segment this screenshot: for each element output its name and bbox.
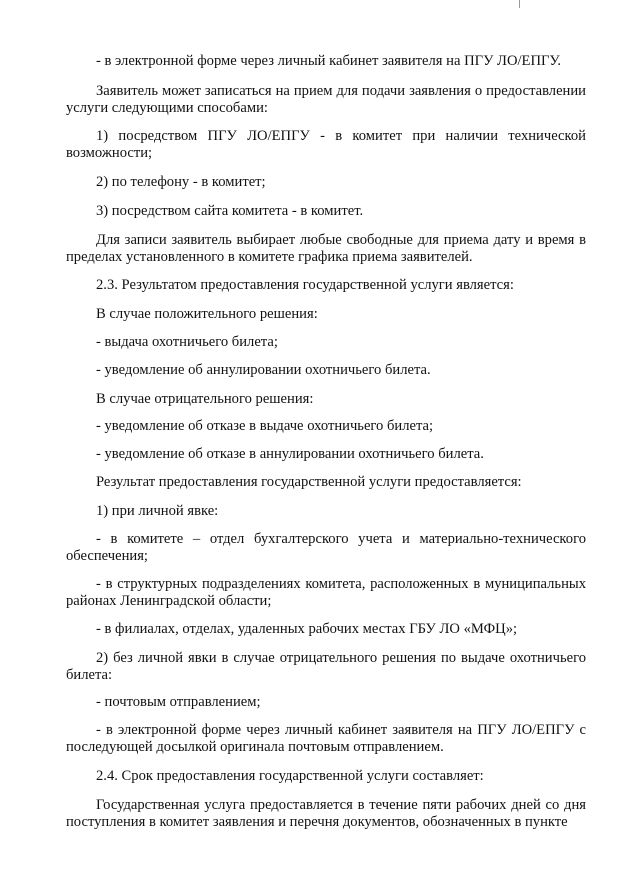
paragraph-19: 2) без личной явки в случае отрицательного решения по выдаче охотничьего билета: [66, 650, 586, 683]
paragraph-21: - в электронной форме через личный кабинет заявителя на ПГУ ЛО/ЕПГУ с последующей досылкой оригинала почтовым отправлением. [66, 722, 586, 755]
paragraph-4: 2) по телефону - в комитет; [96, 174, 266, 190]
paragraph-22: 2.4. Срок предоставления государственной услуги составляет: [96, 768, 484, 784]
paragraph-23: Государственная услуга предоставляется в течение пяти рабочих дней со дня поступления в комитет заявления и перечня документов, обозначенных в пункте [66, 797, 586, 830]
paragraph-8: В случае положительного решения: [96, 306, 318, 322]
paragraph-3: 1) посредством ПГУ ЛО/ЕПГУ - в комитет при наличии технической возможности; [66, 128, 586, 161]
paragraph-13: - уведомление об отказе в аннулировании охотничьего билета. [96, 446, 484, 462]
paragraph-7: 2.3. Результатом предоставления государственной услуги является: [96, 277, 514, 293]
paragraph-6: Для записи заявитель выбирает любые свободные для приема дату и время в пределах установленного в комитете графика приема заявителей. [66, 232, 586, 265]
paragraph-20: - почтовым отправлением; [96, 694, 261, 710]
paragraph-9: - выдача охотничьего билета; [96, 334, 278, 350]
paragraph-16: - в комитете – отдел бухгалтерского учета и материально-технического обеспечения; [66, 531, 586, 564]
paragraph-5: 3) посредством сайта комитета - в комитет. [96, 203, 364, 219]
paragraph-10: - уведомление об аннулировании охотничьего билета. [96, 362, 431, 378]
scan-edge-mark [519, 0, 520, 8]
paragraph-14: Результат предоставления государственной услуги предоставляется: [96, 474, 522, 490]
paragraph-2: Заявитель может записаться на прием для подачи заявления о предоставлении услуги следующими способами: [66, 83, 586, 116]
paragraph-11: В случае отрицательного решения: [96, 391, 314, 407]
paragraph-17: - в структурных подразделениях комитета, расположенных в муниципальных районах Ленинградской области; [66, 576, 586, 609]
paragraph-12: - уведомление об отказе в выдаче охотничьего билета; [96, 418, 434, 434]
paragraph-18: - в филиалах, отделах, удаленных рабочих местах ГБУ ЛО «МФЦ»; [96, 621, 518, 637]
paragraph-1: - в электронной форме через личный кабинет заявителя на ПГУ ЛО/ЕПГУ. [96, 53, 562, 69]
paragraph-15: 1) при личной явке: [96, 503, 219, 519]
